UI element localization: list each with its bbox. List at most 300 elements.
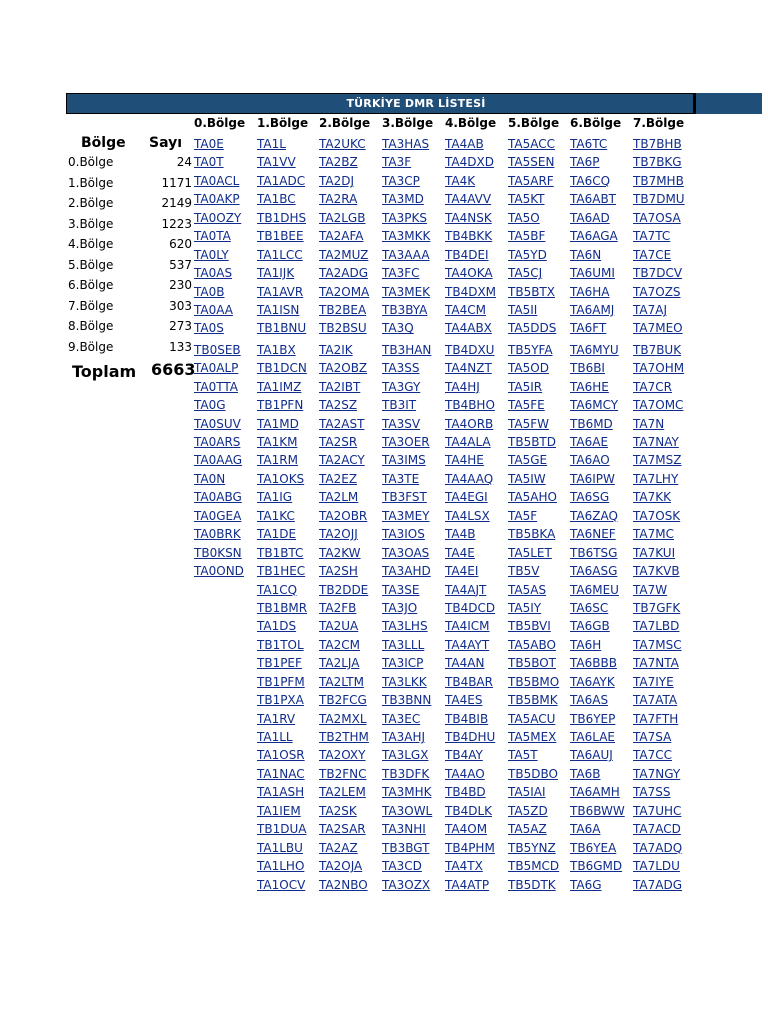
callsign-link[interactable]: TB4DCD [445,600,496,615]
callsign-link[interactable]: TA2KW [319,545,361,560]
callsign-link[interactable]: TA6AD [570,210,610,225]
callsign-link[interactable]: TA4AB [445,137,484,151]
callsign-link[interactable]: TA3PKS [382,210,427,225]
callsign-link[interactable]: TB0SEB [194,342,241,357]
callsign-link[interactable]: TA1LCC [257,247,303,262]
callsign-link[interactable]: TA2FB [319,600,357,615]
callsign-link[interactable]: TB5BKA [508,527,556,542]
callsign-link[interactable]: TB6YEA [570,840,617,855]
callsign-link[interactable]: TA0E [194,137,224,151]
callsign-link[interactable]: TA0T [194,155,224,170]
callsign-link[interactable]: TA5ACU [508,711,556,726]
callsign-link[interactable]: TB7DCV [633,266,683,281]
callsign-link[interactable]: TA4AJT [445,582,487,597]
callsign-link[interactable]: TA7MEO [633,321,683,336]
callsign-link[interactable]: TA3CD [382,859,422,874]
callsign-link[interactable]: TA0ARS [194,435,241,449]
callsign-link[interactable]: TA7OSA [633,210,681,225]
callsign-link[interactable]: TA6N [570,247,602,262]
callsign-link[interactable]: TA7NGY [633,766,681,781]
callsign-link[interactable]: TA0GEA [194,508,242,523]
callsign-link[interactable]: TA2SAR [319,822,366,837]
callsign-link[interactable]: TB2FNC [319,766,367,781]
callsign-link[interactable]: TA3F [382,155,412,170]
callsign-link[interactable]: TB3HAN [382,342,432,357]
callsign-link[interactable]: TB6BWW [570,803,625,818]
callsign-link[interactable]: TA2SR [319,435,358,449]
callsign-link[interactable]: TA4EGI [445,490,488,505]
callsign-link[interactable]: TA2LGB [319,210,366,225]
callsign-link[interactable]: TB6MD [570,416,613,431]
callsign-link[interactable]: TA0S [194,321,224,336]
callsign-link[interactable]: TA1CQ [257,582,298,597]
callsign-link[interactable]: TA3SE [382,582,420,597]
callsign-link[interactable]: TA1L [257,137,286,151]
callsign-link[interactable]: TA2MUZ [319,247,369,262]
callsign-link[interactable]: TA2AST [319,416,365,431]
callsign-link[interactable]: TA0ALP [194,361,239,376]
callsign-link[interactable]: TA4K [445,173,476,188]
callsign-link[interactable]: TA4B [445,527,476,542]
callsign-link[interactable]: TA0G [194,398,226,413]
callsign-link[interactable]: TB6TSG [570,545,618,560]
callsign-link[interactable]: TA5BF [508,229,546,244]
callsign-link[interactable]: TA5YD [508,247,547,262]
callsign-link[interactable]: TB7DMU [633,192,685,207]
callsign-link[interactable]: TA3NHI [382,822,426,837]
callsign-link[interactable]: TA1IEM [257,803,301,818]
callsign-link[interactable]: TA2RA [319,192,358,207]
callsign-link[interactable]: TA1RM [257,453,298,468]
callsign-link[interactable]: TA2NBO [319,877,368,892]
callsign-link[interactable]: TA0AS [194,266,233,281]
callsign-link[interactable]: TB1HEC [257,564,306,579]
callsign-link[interactable]: TA4AVV [445,192,492,207]
callsign-link[interactable]: TA4ORB [445,416,494,431]
callsign-link[interactable]: TB7GFK [633,600,681,615]
callsign-link[interactable]: TA1OCV [257,877,306,892]
callsign-link[interactable]: TB4DXU [445,342,495,357]
callsign-link[interactable]: TA3OER [382,435,430,449]
callsign-link[interactable]: TA5O [508,210,540,225]
callsign-link[interactable]: TA3FC [382,266,420,281]
callsign-link[interactable]: TA3ICP [382,656,424,671]
callsign-link[interactable]: TA5ACC [508,137,555,151]
callsign-link[interactable]: TA1IJK [257,266,295,281]
callsign-link[interactable]: TA3IOS [382,527,425,542]
callsign-link[interactable]: TA7MC [633,527,674,542]
callsign-link[interactable]: TB4DEI [445,247,489,262]
callsign-link[interactable]: TA2OBR [319,508,368,523]
callsign-link[interactable]: TB2FCG [319,693,367,708]
callsign-link[interactable]: TA6IPW [570,471,615,486]
callsign-link[interactable]: TB1PFM [257,674,305,689]
callsign-link[interactable]: TA1RV [257,711,296,726]
callsign-link[interactable]: TA0AAG [194,453,243,468]
callsign-link[interactable]: TA2IK [319,342,353,357]
callsign-link[interactable]: TA3JO [382,600,418,615]
callsign-link[interactable]: TA7MSC [633,637,682,652]
callsign-link[interactable]: TA4DXD [445,155,494,170]
callsign-link[interactable]: TA6ASG [570,564,618,579]
callsign-link[interactable]: TA7OZS [633,284,681,299]
callsign-link[interactable]: TB7BUK [633,342,682,357]
callsign-link[interactable]: TA6HA [570,284,610,299]
callsign-link[interactable]: TA1ASH [257,785,305,800]
callsign-link[interactable]: TA3MKK [382,229,431,244]
callsign-link[interactable]: TA7N [633,416,665,431]
callsign-link[interactable]: TA6ZAQ [570,508,618,523]
callsign-link[interactable]: TA2AFA [319,229,364,244]
callsign-link[interactable]: TA2IBT [319,379,361,394]
callsign-link[interactable]: TA3OWL [382,803,433,818]
callsign-link[interactable]: TB3FST [382,490,427,505]
callsign-link[interactable]: TB7MHB [633,173,684,188]
callsign-link[interactable]: TA3LGX [382,748,429,763]
callsign-link[interactable]: TA4HJ [445,379,480,394]
callsign-link[interactable]: TA3MEY [382,508,430,523]
callsign-link[interactable]: TA4HE [445,453,484,468]
callsign-link[interactable]: TB7BKG [633,155,682,170]
callsign-link[interactable]: TA3OAS [382,545,430,560]
callsign-link[interactable]: TB5DBO [508,766,558,781]
callsign-link[interactable]: TA6MEU [570,582,619,597]
callsign-link[interactable]: TA1NAC [257,766,305,781]
callsign-link[interactable]: TB3BNN [382,693,432,708]
callsign-link[interactable]: TA1ISN [257,302,300,317]
callsign-link[interactable]: TA2DJ [319,173,355,188]
callsign-link[interactable]: TA4AO [445,766,485,781]
callsign-link[interactable]: TA5OD [508,361,549,376]
callsign-link[interactable]: TA5II [508,302,538,317]
callsign-link[interactable]: TA7KVB [633,564,680,579]
callsign-link[interactable]: TA7SA [633,730,672,744]
callsign-link[interactable]: TA4CM [445,302,486,317]
callsign-link[interactable]: TA2MXL [319,711,367,726]
callsign-link[interactable]: TA1KM [257,435,298,449]
callsign-link[interactable]: TA2ACY [319,453,365,468]
callsign-link[interactable]: TA5IW [508,471,546,486]
callsign-link[interactable]: TB2THM [319,730,369,744]
callsign-link[interactable]: TA7LBD [633,619,680,634]
callsign-link[interactable]: TA7NTA [633,656,679,671]
callsign-link[interactable]: TB3BGT [382,840,430,855]
callsign-link[interactable]: TA7ADQ [633,840,683,855]
callsign-link[interactable]: TA5DDS [508,321,557,336]
callsign-link[interactable]: TA5AHO [508,490,557,505]
callsign-link[interactable]: TA4OKA [445,266,493,281]
callsign-link[interactable]: TB5BMK [508,693,558,708]
callsign-link[interactable]: TA4TX [445,859,483,874]
callsign-link[interactable]: TB5BOT [508,656,556,671]
callsign-link[interactable]: TA2ADG [319,266,368,281]
callsign-link[interactable]: TA0SUV [194,416,241,431]
callsign-link[interactable]: TB4DLK [445,803,492,818]
callsign-link[interactable]: TA7KK [633,490,671,505]
callsign-link[interactable]: TA4EI [445,564,479,579]
callsign-link[interactable]: TA1LHO [257,859,305,874]
callsign-link[interactable]: TA2UA [319,619,359,634]
callsign-link[interactable]: TA7CR [633,379,672,394]
callsign-link[interactable]: TA3LLL [382,637,425,652]
callsign-link[interactable]: TA3SV [382,416,421,431]
callsign-link[interactable]: TA7FTH [633,711,679,726]
callsign-link[interactable]: TB1DCN [257,361,307,376]
callsign-link[interactable]: TB2BSU [319,321,367,336]
callsign-link[interactable]: TB1DHS [257,210,307,225]
callsign-link[interactable]: TA0N [194,471,226,486]
callsign-link[interactable]: TA7W [633,582,668,597]
callsign-link[interactable]: TA7KUI [633,545,676,560]
callsign-link[interactable]: TA2OMA [319,284,370,299]
callsign-link[interactable]: TA2SK [319,803,357,818]
callsign-link[interactable]: TB6YEP [570,711,616,726]
callsign-link[interactable]: TA5SEN [508,155,555,170]
callsign-link[interactable]: TA4AYT [445,637,490,652]
callsign-link[interactable]: TB4DHU [445,730,496,744]
callsign-link[interactable]: TA2OJJ [319,527,358,542]
callsign-link[interactable]: TA3MEK [382,284,431,299]
callsign-link[interactable]: TB5V [508,564,540,579]
callsign-link[interactable]: TA3SS [382,361,420,376]
callsign-link[interactable]: TB4BAR [445,674,493,689]
callsign-link[interactable]: TA4NZT [445,361,492,376]
callsign-link[interactable]: TA5ARF [508,173,554,188]
callsign-link[interactable]: TA2CM [319,637,360,652]
callsign-link[interactable]: TA6CQ [570,173,611,188]
callsign-link[interactable]: TA7CE [633,247,672,262]
callsign-link[interactable]: TA3MHK [382,785,432,800]
callsign-link[interactable]: TA0OZY [194,210,242,225]
callsign-link[interactable]: TB1PXA [257,693,304,708]
callsign-link[interactable]: TA1VV [257,155,296,170]
callsign-link[interactable]: TB4BIB [445,711,489,726]
callsign-link[interactable]: TA2OXY [319,748,366,763]
callsign-link[interactable]: TB5YFA [508,342,553,357]
callsign-link[interactable]: TA0TTA [194,379,238,394]
callsign-link[interactable]: TA4ICM [445,619,490,634]
callsign-link[interactable]: TA5T [508,748,538,763]
callsign-link[interactable]: TB4DXM [445,284,497,299]
callsign-link[interactable]: TB4BKK [445,229,493,244]
callsign-link[interactable]: TA6HE [570,379,609,394]
callsign-link[interactable]: TA6A [570,822,601,837]
callsign-link[interactable]: TA6AYK [570,674,615,689]
callsign-link[interactable]: TA2OJA [319,859,363,874]
callsign-link[interactable]: TA1BX [257,342,296,357]
callsign-link[interactable]: TA7CC [633,748,672,763]
callsign-link[interactable]: TA7IYE [633,674,674,689]
callsign-link[interactable]: TB1DUA [257,822,307,837]
callsign-link[interactable]: TA4ALA [445,435,491,449]
callsign-link[interactable]: TA2AZ [319,840,358,855]
callsign-link[interactable]: TA6BBB [570,656,617,671]
callsign-link[interactable]: TB2BEA [319,302,367,317]
callsign-link[interactable]: TA1LBU [257,840,303,855]
callsign-link[interactable]: TB3IT [382,398,417,413]
callsign-link[interactable]: TA3MD [382,192,424,207]
callsign-link[interactable]: TA5FW [508,416,550,431]
callsign-link[interactable]: TA2SZ [319,398,358,413]
callsign-link[interactable]: TA2EZ [319,471,358,486]
callsign-link[interactable]: TA2UKC [319,137,366,151]
callsign-link[interactable]: TB1PFN [257,398,304,413]
callsign-link[interactable]: TA6SC [570,600,609,615]
callsign-link[interactable]: TA2BZ [319,155,358,170]
callsign-link[interactable]: TA2LJA [319,656,360,671]
callsign-link[interactable]: TA6AE [570,435,609,449]
callsign-link[interactable]: TB5MCD [508,859,560,874]
callsign-link[interactable]: TB5BTX [508,284,555,299]
callsign-link[interactable]: TA6AO [570,453,610,468]
callsign-link[interactable]: TA0TA [194,229,231,244]
callsign-link[interactable]: TA3AHJ [382,730,426,744]
callsign-link[interactable]: TA0LY [194,247,229,262]
callsign-link[interactable]: TA5GE [508,453,548,468]
callsign-link[interactable]: TA5LET [508,545,552,560]
callsign-link[interactable]: TA1OSR [257,748,305,763]
callsign-link[interactable]: TA3TE [382,471,420,486]
callsign-link[interactable]: TA4NSK [445,210,492,225]
callsign-link[interactable]: TA6LAE [570,730,615,744]
callsign-link[interactable]: TA3CP [382,173,420,188]
callsign-link[interactable]: TA1OKS [257,471,305,486]
callsign-link[interactable]: TB4AY [445,748,483,763]
callsign-link[interactable]: TB5DTK [508,877,556,892]
callsign-link[interactable]: TA0AA [194,302,233,317]
callsign-link[interactable]: TA2LEM [319,785,366,800]
callsign-link[interactable]: TB3BYA [382,302,428,317]
callsign-link[interactable]: TA3OZX [382,877,431,892]
callsign-link[interactable]: TA5IR [508,379,543,394]
callsign-link[interactable]: TA3LHS [382,619,428,634]
callsign-link[interactable]: TA3EC [382,711,421,726]
callsign-link[interactable]: TA7OHM [633,361,685,376]
callsign-link[interactable]: TA6B [570,766,601,781]
callsign-link[interactable]: TA1IG [257,490,293,505]
callsign-link[interactable]: TA4OM [445,822,488,837]
callsign-link[interactable]: TA7AJ [633,302,667,317]
callsign-link[interactable]: TB5YNZ [508,840,556,855]
callsign-link[interactable]: TA7MSZ [633,453,682,468]
callsign-link[interactable]: TA6TC [570,137,608,151]
callsign-link[interactable]: TA5IAI [508,785,546,800]
callsign-link[interactable]: TA1MD [257,416,299,431]
callsign-link[interactable]: TB5BTD [508,435,556,449]
callsign-link[interactable]: TA7ADG [633,877,682,892]
callsign-link[interactable]: TA1DS [257,619,297,634]
callsign-link[interactable]: TA6MCY [570,398,619,413]
callsign-link[interactable]: TA3LKK [382,674,427,689]
callsign-link[interactable]: TB6BI [570,361,605,376]
callsign-link[interactable]: TA5IY [508,600,542,615]
callsign-link[interactable]: TA3IMS [382,453,426,468]
callsign-link[interactable]: TA1AVR [257,284,304,299]
callsign-link[interactable]: TB7BHB [633,137,682,151]
callsign-link[interactable]: TA4AN [445,656,485,671]
callsign-link[interactable]: TA6P [570,155,600,170]
callsign-link[interactable]: TB1TOL [257,637,304,652]
callsign-link[interactable]: TA7ATA [633,693,678,708]
callsign-link[interactable]: TA4ATP [445,877,490,892]
callsign-link[interactable]: TA5CJ [508,266,543,281]
callsign-link[interactable]: TA6SG [570,490,610,505]
callsign-link[interactable]: TA4LSX [445,508,490,523]
callsign-link[interactable]: TA2LM [319,490,359,505]
callsign-link[interactable]: TA3Q [382,321,414,336]
callsign-link[interactable]: TA7OSK [633,508,681,523]
callsign-link[interactable]: TA4ES [445,693,483,708]
callsign-link[interactable]: TA5AS [508,582,547,597]
callsign-link[interactable]: TA1KC [257,508,295,523]
callsign-link[interactable]: TA0AKP [194,192,240,207]
callsign-link[interactable]: TA5ABO [508,637,556,652]
callsign-link[interactable]: TA6AGA [570,229,618,244]
callsign-link[interactable]: TA6AMJ [570,302,615,317]
callsign-link[interactable]: TA1LL [257,730,293,744]
callsign-link[interactable]: TA5ZD [508,803,548,818]
callsign-link[interactable]: TA4AAQ [445,471,494,486]
callsign-link[interactable]: TA6G [570,877,602,892]
callsign-link[interactable]: TA4ABX [445,321,492,336]
callsign-link[interactable]: TA6UMI [570,266,615,281]
callsign-link[interactable]: TA5FE [508,398,545,413]
callsign-link[interactable]: TB3DFK [382,766,430,781]
callsign-link[interactable]: TB1BNU [257,321,307,336]
callsign-link[interactable]: TA6FT [570,321,607,336]
callsign-link[interactable]: TA1BC [257,192,296,207]
callsign-link[interactable]: TA6AMH [570,785,620,800]
callsign-link[interactable]: TA6MYU [570,342,619,357]
callsign-link[interactable]: TA7OMC [633,398,684,413]
callsign-link[interactable]: TB5BMO [508,674,560,689]
callsign-link[interactable]: TA7TC [633,229,671,244]
callsign-link[interactable]: TA6GB [570,619,610,634]
callsign-link[interactable]: TA7UHC [633,803,682,818]
callsign-link[interactable]: TA3GY [382,379,421,394]
callsign-link[interactable]: TA1IMZ [257,379,302,394]
callsign-link[interactable]: TA5F [508,508,538,523]
callsign-link[interactable]: TB1BTC [257,545,304,560]
callsign-link[interactable]: TB1BMR [257,600,308,615]
callsign-link[interactable]: TA5AZ [508,822,547,837]
callsign-link[interactable]: TB1BEE [257,229,304,244]
callsign-link[interactable]: TB5BVI [508,619,551,634]
callsign-link[interactable]: TA1DE [257,527,297,542]
callsign-link[interactable]: TA6NEF [570,527,616,542]
callsign-link[interactable]: TB2DDE [319,582,369,597]
callsign-link[interactable]: TA3HAS [382,137,430,151]
callsign-link[interactable]: TB4BD [445,785,486,800]
callsign-link[interactable]: TB4BHO [445,398,495,413]
callsign-link[interactable]: TA0BRK [194,527,241,542]
callsign-link[interactable]: TA0B [194,284,225,299]
callsign-link[interactable]: TA2SH [319,564,358,579]
callsign-link[interactable]: TA0ABG [194,490,242,505]
callsign-link[interactable]: TA6ABT [570,192,617,207]
callsign-link[interactable]: TA3AHD [382,564,431,579]
callsign-link[interactable]: TA7LDU [633,859,680,874]
callsign-link[interactable]: TA3AAA [382,247,430,262]
callsign-link[interactable]: TB6GMD [570,859,623,874]
callsign-link[interactable]: TA7LHY [633,471,679,486]
callsign-link[interactable]: TA6AS [570,693,609,708]
callsign-link[interactable]: TA2LTM [319,674,364,689]
callsign-link[interactable]: TA0ACL [194,173,240,188]
callsign-link[interactable]: TB4PHM [445,840,495,855]
callsign-link[interactable]: TA4E [445,545,475,560]
callsign-link[interactable]: TA2OBZ [319,361,368,376]
